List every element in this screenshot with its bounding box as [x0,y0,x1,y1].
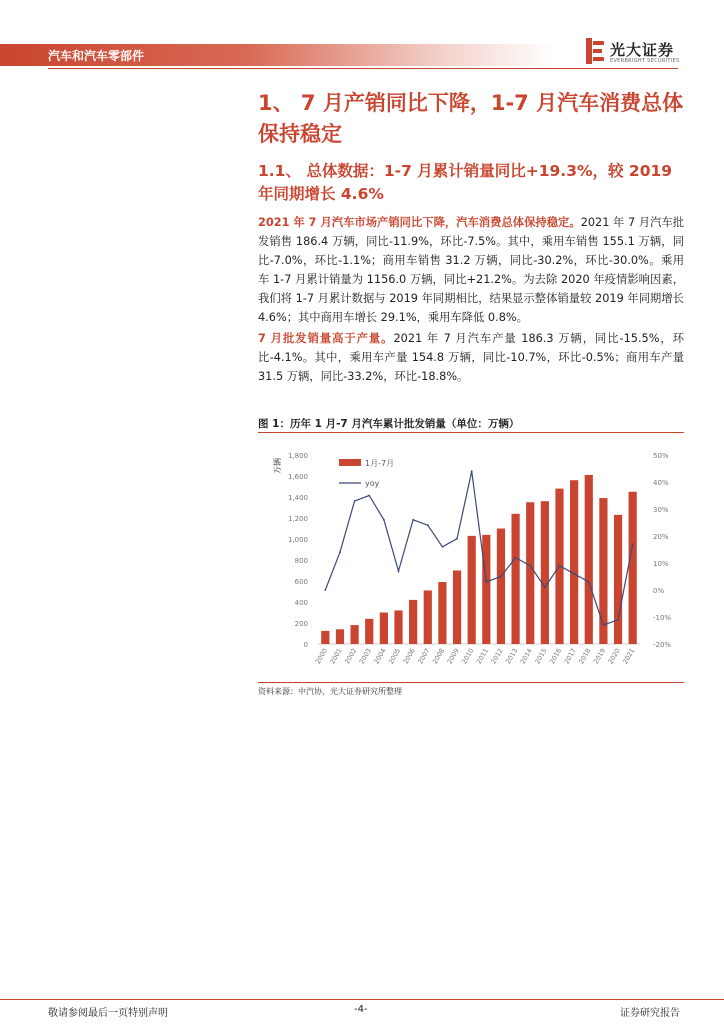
x-tick-label: 2020 [606,647,622,666]
y2-tick-label: 50% [653,452,669,460]
x-tick-label: 2003 [357,647,373,666]
figure-source: 资料来源：中汽协，光大证券研究所整理 [258,687,402,696]
yoy-point-2006 [412,519,414,521]
y-tick-label: 800 [294,557,308,565]
bar-2009 [453,571,461,645]
bar-2019 [599,498,607,644]
paragraph-sales-body: 2021 年 7 月汽车批发销售 186.4 万辆，同比-11.9%，环比-7.5%。其中，乘用车销售 155.1 万辆，同比-7.0%，环比-1.1%；商用车销售 31.2 万辆，同比-30.2%，环比-30.0%。乘用车 1-7 月累计销量为 1156.0 万辆，同比+21.2%。为去除 2020 年疫情影响因素，我们将 1-7 月累计数据与 2019 年同期相比，结果显示整体销量较 2019 年同期增长 4.6%；其中商用车增长 29.1%，乘用车降低 0.8%。 [258,216,684,324]
y-tick-label: 400 [294,599,308,607]
yoy-point-2020 [617,619,619,621]
yoy-point-2009 [456,538,458,540]
bar-2012 [497,529,505,645]
y2-tick-label: 0% [653,587,665,595]
yoy-point-2013 [515,557,517,559]
bar-2020 [614,515,622,644]
bar-2014 [526,502,534,644]
header-divider [48,68,678,69]
header-section-label: 汽车和汽车零部件 [48,49,145,63]
y2-tick-label: 10% [653,560,669,568]
yoy-point-2017 [573,573,575,575]
yoy-point-2015 [544,586,546,588]
bar-2002 [350,625,358,644]
x-tick-label: 2005 [387,647,403,666]
y2-tick-label: -20% [653,641,672,649]
yoy-point-2014 [529,565,531,567]
bar-2015 [541,501,549,644]
x-tick-label: 2014 [518,647,534,666]
yoy-point-2008 [442,546,444,548]
yoy-point-2021 [632,543,634,545]
bar-2021 [629,492,637,644]
paragraph-production-lead: 7 月批发销量高于产量。 [258,332,394,345]
y-tick-label: 0 [303,641,308,649]
x-tick-label: 2018 [577,647,593,666]
bar-2006 [409,600,417,644]
y-tick-label: 1,200 [287,515,308,523]
figure-title: 图 1：历年 1 月-7 月汽车累计批发销量（单位：万辆） [258,418,520,430]
bar-2017 [570,480,578,644]
x-tick-label: 2007 [416,647,432,666]
bar-2005 [394,610,402,644]
yoy-point-2004 [383,519,385,521]
paragraph-production-body: 2021 年 7 月汽车产量 186.3 万辆，同比-15.5%，环比-4.1%。其中，乘用车产量 154.8 万辆，同比-10.7%，环比-0.5%；商用车产量 31.5 万辆，同比-33.2%，环比-18.8%。 [258,332,684,383]
x-tick-label: 2000 [313,647,330,666]
company-logo [586,38,686,68]
x-tick-label: 2001 [328,647,344,666]
bar-2007 [424,590,432,644]
bar-2013 [511,514,519,644]
bar-2010 [468,536,476,644]
x-tick-label: 2012 [489,647,505,666]
x-tick-label: 2011 [474,647,491,666]
yoy-point-2000 [324,589,326,591]
yoy-point-2010 [471,470,473,472]
y2-tick-label: 30% [653,506,669,514]
figure-bottom-rule [258,682,684,683]
x-tick-label: 2016 [548,647,564,666]
logo-mark-icon [586,38,604,64]
yoy-point-2011 [485,581,487,583]
y-tick-label: 1,400 [287,494,308,502]
legend-bar-swatch [339,459,361,466]
yoy-point-2002 [354,500,356,502]
paragraph-production [258,329,684,386]
y-tick-label: 1,800 [287,452,308,460]
y-tick-label: 600 [294,578,308,586]
footer-report-type: 证券研究报告 [620,1008,680,1019]
bar-2003 [365,619,373,644]
x-tick-label: 2006 [401,647,417,666]
yoy-point-2005 [398,570,400,572]
x-tick-label: 2015 [533,647,549,666]
y2-tick-label: 40% [653,479,669,487]
y2-tick-label: -10% [653,614,672,622]
figure-top-rule [258,432,684,433]
yoy-point-2003 [368,495,370,497]
legend-bar-label: 1月-7月 [365,459,395,468]
logo-name-en: EVERBRIGHT SECURITIES [610,58,680,64]
heading-1: 1、 7 月产销同比下降，1-7 月汽车消费总体保持稳定 [258,91,684,146]
x-tick-label: 2013 [504,647,520,666]
y2-tick-label: 20% [653,533,669,541]
x-tick-label: 2021 [621,647,637,666]
x-tick-label: 2002 [343,647,359,666]
x-tick-label: 2008 [430,647,447,666]
x-tick-label: 2017 [562,647,578,666]
logo-name-cn: 光大证券 [610,41,675,59]
bar-2004 [380,613,388,645]
legend-line-label: yoy [365,479,380,488]
bar-2001 [336,629,344,644]
footer-page-number: -4- [354,1004,368,1015]
footer-divider [0,999,724,1000]
y-tick-label: 1,000 [287,536,308,544]
yoy-point-2019 [603,624,605,626]
paragraph-sales-lead: 2021 年 7 月汽车市场产销同比下降，汽车消费总体保持稳定。 [258,216,581,229]
footer-disclaimer: 敬请参阅最后一页特别声明 [48,1008,168,1019]
x-tick-label: 2010 [460,647,476,666]
x-tick-label: 2004 [372,647,388,666]
y-tick-label: 200 [294,620,308,628]
sales-chart [258,436,684,680]
bar-2018 [585,475,593,644]
yoy-point-2007 [427,524,429,526]
paragraph-sales [258,213,684,327]
x-tick-label: 2019 [591,647,608,666]
bar-2000 [321,631,329,644]
bar-2011 [482,535,490,644]
heading-2: 1.1、 总体数据：1-7 月累计销量同比+19.3%，较 2019 年同期增长 4.6% [258,162,673,203]
y-tick-label: 1,600 [287,473,308,481]
yoy-point-2001 [339,551,341,553]
yoy-point-2018 [588,581,590,583]
y-axis-label: 万辆 [273,458,282,474]
bar-2008 [438,582,446,644]
yoy-point-2016 [559,565,561,567]
yoy-point-2012 [500,576,502,578]
x-tick-label: 2009 [445,647,461,666]
